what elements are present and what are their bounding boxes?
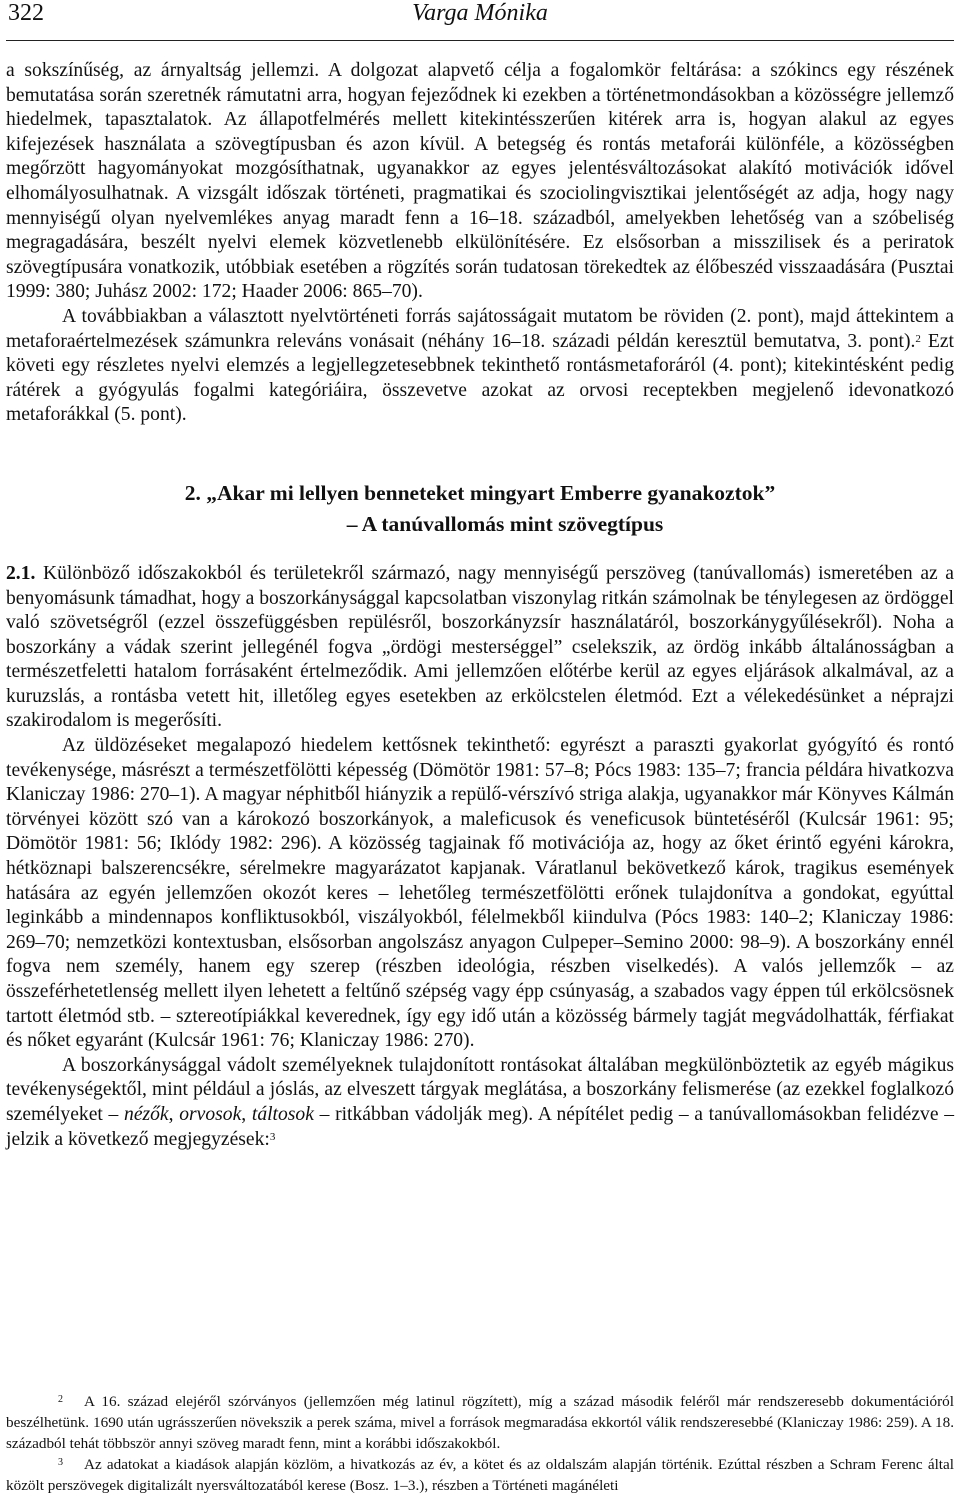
page-header: [6, 0, 954, 41]
section-heading-line-2: – A tanúvallomás mint szövegtípus: [346, 511, 664, 536]
footnote-2-mark: 2: [58, 1394, 63, 1405]
intro-paragraph-1: a sokszínűség, az árnyaltság jellemzi. A dolgozat alapvető célja a fogalomkör feltárása: a szókincs egy részének bemutatása során szeretnék rámutatni arra, hogyan fejeződnek ki ezekben a történetmondásokban a közösségre jellemző hiedelmek, tapasztalatok. Az állapotfelmérés mellett kitekintésszerűen kitérek arra is, hogyan alakul az egyes kifejezések használata a szövegtípusban és azon kívül. A betegség és rontás metaforái különféle, a közösségben megőrzött hagyományokat mozgósíthatnak, ugyanakkor az egyes jelentésváltozásokat alakító motivációk idővel elhomályosulhatnak. A vizsgált időszak történeti, pragmatikai és szociolingvisztikai jelentőségét az adja, hogy nagy mennyiségű olyan nyelvemlékes anyag maradt fenn a 16–18. századból, amelyekben lehetőség van a szóbeliség megragadására, beszélt nyelvi elemek közvetlenebb elkülönítésére. Ez elsősorban a misszilisek és a periratok szövegtípusára vonatkozik, utóbbiak esetében a rögzítés során tudatosan törekedtek az élőbeszéd visszaadására (Pusztai 1999: 380; Juhász 2002: 172; Haader 2006: 865–70).: [6, 60, 954, 303]
italic-term-orvosok: orvosok: [179, 1103, 242, 1125]
footnote-3-mark: 3: [58, 1457, 63, 1468]
italic-term-taltosok: táltosok: [251, 1103, 314, 1125]
footnote-2-text: A 16. század elejéről szórványos (jellemzően még latinul rögzített), míg a század második feléről már rendszeresebb dokumentációról beszélhetünk. 1690 után ugrásszerűen növekszik a perek száma, mivel a források megmaradása ekkortól válik rendszeresebbé (Klaniczay 1986: 259). A 18. századból tehát többször annyi szöveg maradt fenn, mint a korábbi időszakokból.: [6, 1393, 954, 1452]
main-text: [6, 59, 954, 1152]
body-paragraph-3-text-a: A boszorkánysággal vádolt személyeknek tulajdonított rontásokat általában megkülönböztetik az egyéb mágikus tevékenységektől, mint például a jóslás, az elveszett tárgyak meglátása, a boszorkány felismerése (az ezekkel foglalkozó személyeket –: [6, 1054, 954, 1125]
body-paragraph-1-text: Különböző időszakokból és területekről származó, nagy mennyiségű perszöveg (tanúvallomás) ismeretében az a benyomásunk támadhat, hogy a boszorkánysággal kapcsolatban viszonylag ritkán számolnak be ténylegesen az ördöggel való szövetségről (ezzel összefüggésben repülésről, boszorkányzsír használatáról, boszorkánygyűlésekről). Noha a boszorkány a vádak szerint jellegénél fogva „ördögi mesterséggel” cselekszik, az ördög inkább általánosságban a természetfeletti hatalom forrásaként értelmeződik. Ami jellemzően előtérbe kerül az egyes eljárások alkalmával, az a kuruzslás, a rontásba vetett hit, illetőleg egyes esetekben az erkölcstelen életmód. Ezt a vélekedésünket a néprajzi szakirodalom is megerősíti.: [6, 562, 954, 732]
intro-paragraph-2-text-a: A továbbiakban a választott nyelvtörténeti forrás sajátosságait mutatom be röviden (2. pont), majd áttekintem a metaforaértelmezések számunkra releváns vonásait (néhány 16–18. századi példán keresztül bemutatva, 3. pont).: [6, 305, 954, 352]
footnote-2: [6, 1391, 954, 1454]
section-heading: [6, 478, 954, 540]
body-paragraph-3-text-b: – ritkábban vádolják meg). A népítélet pedig – a tanúvallomásokban felidézve – jelzik a következő megjegyzések:: [6, 1103, 955, 1150]
page-number: 322: [8, 0, 44, 26]
document-page: [6, 0, 955, 1494]
footnote-3: [6, 1454, 954, 1496]
body-paragraph-3-comma-2: ,: [241, 1103, 252, 1125]
footnote-ref-2[interactable]: 2: [915, 332, 921, 345]
footnote-3-text: Az adatokat a kiadások alapján közlöm, a hivatkozás az év, a kötet és az oldalszám alapján történik. Ezúttal részben a Schram Ferenc által közölt perszövegek digitalizált nyersváltozatából kerese (Bosz. 1–3.), részben a Történeti magánéleti: [6, 1456, 954, 1494]
footnote-ref-3[interactable]: 3: [269, 1130, 276, 1143]
intro-paragraph-2-text-b: Ezt követi egy részletes nyelvi elemzés a legjellegzetesebbnek tekinthető rontásmetaforáról (4. pont); kitekintésként pedig rátérek a gyógyulás fogalmi kategóriáira, összevetve azokat az orvosi receptekben megjelenő idevonatkozó metaforákkal (5. pont).: [6, 330, 954, 426]
running-head-author: Varga Mónika: [412, 0, 548, 26]
body-paragraph-3-comma-1: ,: [168, 1103, 180, 1125]
body-paragraph-3: [6, 1054, 954, 1152]
section-heading-line-1: 2. „Akar mi lellyen benneteket mingyart Emberre gyanakoztok”: [184, 480, 776, 505]
footnotes: [6, 1391, 954, 1496]
subsection-number: 2.1.: [6, 562, 36, 584]
intro-paragraph-2: [6, 305, 954, 428]
body-paragraph-2: Az üldözéseket megalapozó hiedelem kettősnek tekinthető: egyrészt a paraszti gyakorlat gyógyító és rontó tevékenysége, másrészt a természetfölötti képesség (Dömötör 1981: 57–8; Pócs 1983: 135–7; francia példára hivatkozva Klaniczay 1986: 270–1). A magyar néphitből hiányzik a repülő-vérszívó striga alakja, ugyanakkor már Könyves Kálmán törvényei között szó van a károkozó boszorkányok, a maleficusok és veneficusok büntetéséről (Kulcsár 1961: 95; Dömötör 1981: 56; Iklódy 1982: 296). A közösség tagjainak fő motivációja az, hogy az őket érintő egyéni károkra, hétköznapi balszerencsékre, sérelmekre magyarázatot kapjanak. Váratlanul bekövetkező károk, tragikus események hatására az egyén jellemzően okozót keres – lehetőleg természetfölötti erőnek tulajdonítva a gondokat, egyúttal leginkább a mindennapos konfliktusokból, viszályokból, félelmekből kiindulva (Pócs 1983: 140–2; Klaniczay 1986: 269–70; nemzetközi kontextusban, elsősorban angolszász anyagon Culpeper–Semino 2000: 98–9). A boszorkány ennél fogva nem személy, hanem egy szerep (részben ideológia, részben viselkedés). A valós jellemzők – az összeférhetetlenség mellett ilyen lehetett a feltűnő szépség vagy épp csúnyaság, a szabados vagy éppen túl erkölcsösnek tartott életmód stb. – sztereotípiákkal keverednek, így egy idő után a közösség bármely tagját megvádolhatták, férfiakat és nőket egyaránt (Kulcsár 1961: 76; Klaniczay 1986: 270).: [6, 735, 954, 1052]
italic-term-nezok: nézők: [124, 1103, 169, 1125]
body-paragraph-1: [6, 562, 954, 734]
